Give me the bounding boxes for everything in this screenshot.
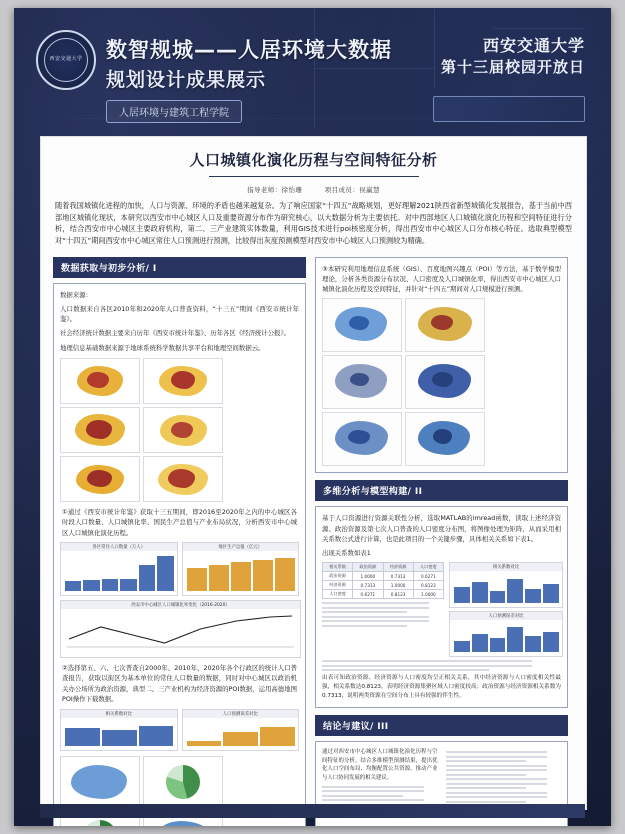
chart-title: 地区生产总值（亿元）: [183, 543, 299, 551]
university-line1: 西安交通大学: [482, 36, 585, 55]
right-column: [315, 257, 568, 826]
map-tile: [322, 298, 402, 352]
table-col-1: 政治资源: [353, 563, 383, 572]
meta-advisor: 指导老师：徐怡珊: [247, 186, 303, 194]
chart-title: 相关系数对比: [450, 563, 562, 571]
pie-slices: [166, 765, 200, 799]
university-line2: 第十三届校园开放日: [440, 58, 585, 77]
document-meta: [41, 185, 586, 194]
data-source-text: [60, 290, 299, 353]
bar-series: [65, 722, 174, 746]
map-tile: [143, 456, 223, 502]
chart-title: 人口预测误差对比: [183, 710, 299, 718]
cell: 经济资源: [323, 581, 353, 590]
college-badge: 人居环境与建筑工程学院: [106, 100, 242, 123]
analysis-text: [322, 513, 561, 558]
chart-small-a: [60, 709, 178, 751]
chart-pie-political: [143, 756, 223, 808]
header-plate: [433, 96, 585, 122]
bar-series: [65, 555, 174, 591]
table-row: [323, 590, 444, 599]
gis-panel: [315, 257, 568, 474]
left-column: [53, 257, 306, 826]
title-rule: [209, 176, 419, 177]
conclusion-text: 通过对西安市中心城区人口城镇化演化历程与空间特征的分析，结合多维模型预测结果，提出优化人口空间布局、均衡配置公共资源、推动产业与人口协同发展的相关建议。: [322, 749, 438, 782]
map-tile: [322, 412, 402, 466]
cell: 1.0000: [383, 581, 413, 590]
map-tile: [405, 298, 485, 352]
chart-title: 西安市中心城区人口城镇化率变化（2016-2020）: [61, 601, 300, 609]
analysis-paragraph: 基于人口资源进行资源关联性分析，选取MATLAB的imread函数，读取上述经济资源、政治资源及第七次人口普查的人口密度分布图，将图像处理为矩阵，从而采用相关系数公式进行计算，也是此项目的一个关键步骤，具体相关关系如下表1。: [322, 514, 561, 543]
poster-sheet: [40, 136, 587, 810]
section-heading-analysis: 多维分析与模型构建/ II: [315, 480, 568, 501]
analysis-charts: [449, 562, 561, 657]
poster-title-line1: 数智规城——人居环境大数据: [106, 38, 392, 62]
university-seal-icon: [36, 30, 96, 90]
cell: 政治资源: [323, 572, 353, 581]
table-col-0: 相关系数: [323, 563, 353, 572]
section-heading-data: 数据获取与初步分析/ I: [53, 257, 306, 278]
pie-slices: [83, 820, 117, 827]
chart-error-bars: [449, 611, 563, 657]
map-tile: [143, 407, 223, 453]
chart-small-b: [182, 709, 300, 751]
cell: 0.8123: [413, 581, 443, 590]
cell: 1.0000: [413, 590, 443, 599]
cell: 0.7313: [383, 572, 413, 581]
analysis-body-lines: [322, 602, 444, 627]
bar-series: [454, 575, 559, 603]
map-tile: [60, 756, 140, 808]
map-tile: [405, 412, 485, 466]
maps-caption-1: ①通过《西安市统计年鉴》获取十三五期间，即2016至2020年之内的中心城区各时段人口数量、人口城镇化率、国民生产总值与产业布局状况，分析西安市中心城区人口城镇化演化历程。: [62, 507, 297, 537]
chart-bar-gdp: [182, 542, 300, 596]
map-tile-grid-left: [60, 358, 299, 502]
table-and-charts: [322, 562, 561, 657]
data-source-p0: 数据来源：: [60, 290, 92, 299]
data-source-panel: [53, 283, 306, 826]
cell: 0.7313: [353, 581, 383, 590]
chart-line-urbanization: [60, 600, 301, 658]
map-tile: [60, 358, 140, 404]
table-col-2: 经济资源: [383, 563, 413, 572]
analysis-panel: [315, 506, 568, 708]
correlation-table-wrap: [322, 562, 444, 630]
document-abstract: 随着我国城镇化进程的加快，人口与资源、环境的矛盾也越来越复杂。为了响应国家“十四五”战略规划，更好理解2021陕西省新型城镇化发展报告，基于当前中西部地区城镇化现状，本研究以西安市中心城区人口及重要资源分布作为研究核心，以大数据分析为主要依托。对中西部地区人口城镇化演化历程和空间特征进行分析，结合西安市中心城区主要政府机构，第二、三产业建筑实体数量，利用GIS技术进行poi核密度分析，得出西安市中心城区人口分布核心特征。选取典型模型对“十四五”期间西安市中心城区常住人口预测进行预测，比较得出灰度预测模型对西安市中心城区人口预测较为精确。: [55, 201, 572, 245]
university-name: [441, 34, 585, 79]
analysis-after-table-lines: [322, 660, 561, 671]
poster-footer-bar: [40, 804, 585, 818]
table-row: [323, 572, 444, 581]
document-title: 人口城镇化演化历程与空间特征分析: [189, 151, 438, 169]
cell: 人口密度: [323, 590, 353, 599]
correlation-table: [322, 562, 444, 599]
chart-title: 人口预测误差对比: [450, 612, 562, 620]
gis-paragraph: ③本研究利用地理信息系统（GIS）、百度地图兴趣点（POI）等方法，基于数学模型理论，分析各类资源分布状况、人口密度及人口城镇化率，得出西安市中心城区人口城镇化演化历程及空间特征，并针对“十四五”期间对人口规模进行预测。: [322, 264, 561, 294]
table-col-3: 人口密度: [413, 563, 443, 572]
data-source-p2: 社会经济统计数据主要来自历年《西安市统计年鉴》、历年各区《经济统计公报》。: [60, 329, 291, 338]
bar-series: [454, 624, 559, 652]
chart-bar-population: [60, 542, 178, 596]
poster-header: [14, 8, 611, 130]
gis-text: [322, 264, 561, 295]
poster-title-line2: 规划设计成果展示: [106, 69, 267, 91]
seal-inner-text: 西安交通大学: [44, 38, 88, 82]
map-tile: [322, 355, 402, 409]
map-tile: [60, 456, 140, 502]
cell: 0.8123: [383, 590, 413, 599]
cell: 0.6271: [353, 590, 383, 599]
bar-series: [187, 555, 296, 591]
line-chart-svg: [61, 609, 300, 651]
maps-caption-2: ②选择第五、六、七次普查自2000年、2010年、2020年各个行政区的统计人口普查报告，获取以街区为基本单位的常住人口数量的数据，同时对中心城区以政治机关办公场所为政治资源，典型二、三产业机构为经济资源的POI数据，运用高德地图POI操作下载数据。: [62, 664, 297, 704]
map-tile: [60, 407, 140, 453]
data-source-p1: 人口数据来自各区2010年和2020年人口普查资料，“十三五”期间《西安市统计年鉴》。: [60, 304, 299, 324]
cell: 0.6271: [413, 572, 443, 581]
data-source-p3: 地理信息基础数据来源于地球系统科学数据共享平台和地理空间数据云。: [60, 343, 265, 352]
map-tile: [143, 358, 223, 404]
table-header-row: [323, 563, 444, 572]
gis-map-grid: [322, 298, 561, 466]
bar-series: [187, 722, 296, 746]
meta-members: 项目成员：侯赢慧: [324, 186, 380, 194]
chart-title: 相关系数对比: [61, 710, 177, 718]
map-tile: [405, 355, 485, 409]
poster: [14, 8, 611, 826]
table-row: [323, 581, 444, 590]
analysis-after-table: 由表可知政治资源、经济资源与人口密度均呈正相关关系，其中经济资源与人口密度相关性最强，相关系数达0.8123，表明经济资源集聚区域人口密度较高；政治资源与经济资源相关系数为0.7313，说明两类资源在空间分布上具有较强的伴生性。: [322, 675, 561, 700]
table-caption: 出现关系数如表1: [322, 549, 371, 558]
chart-row-1: [60, 542, 299, 596]
content-columns: [41, 257, 586, 826]
section-heading-conclusion: 结论与建议/ III: [315, 715, 568, 736]
chart-corr-bars: [449, 562, 563, 608]
chart-title: 各区常住人口数量（万人）: [61, 543, 177, 551]
chart-row-2: [60, 709, 299, 751]
cell: 1.0000: [353, 572, 383, 581]
conclusion-lines-right: [446, 751, 562, 807]
